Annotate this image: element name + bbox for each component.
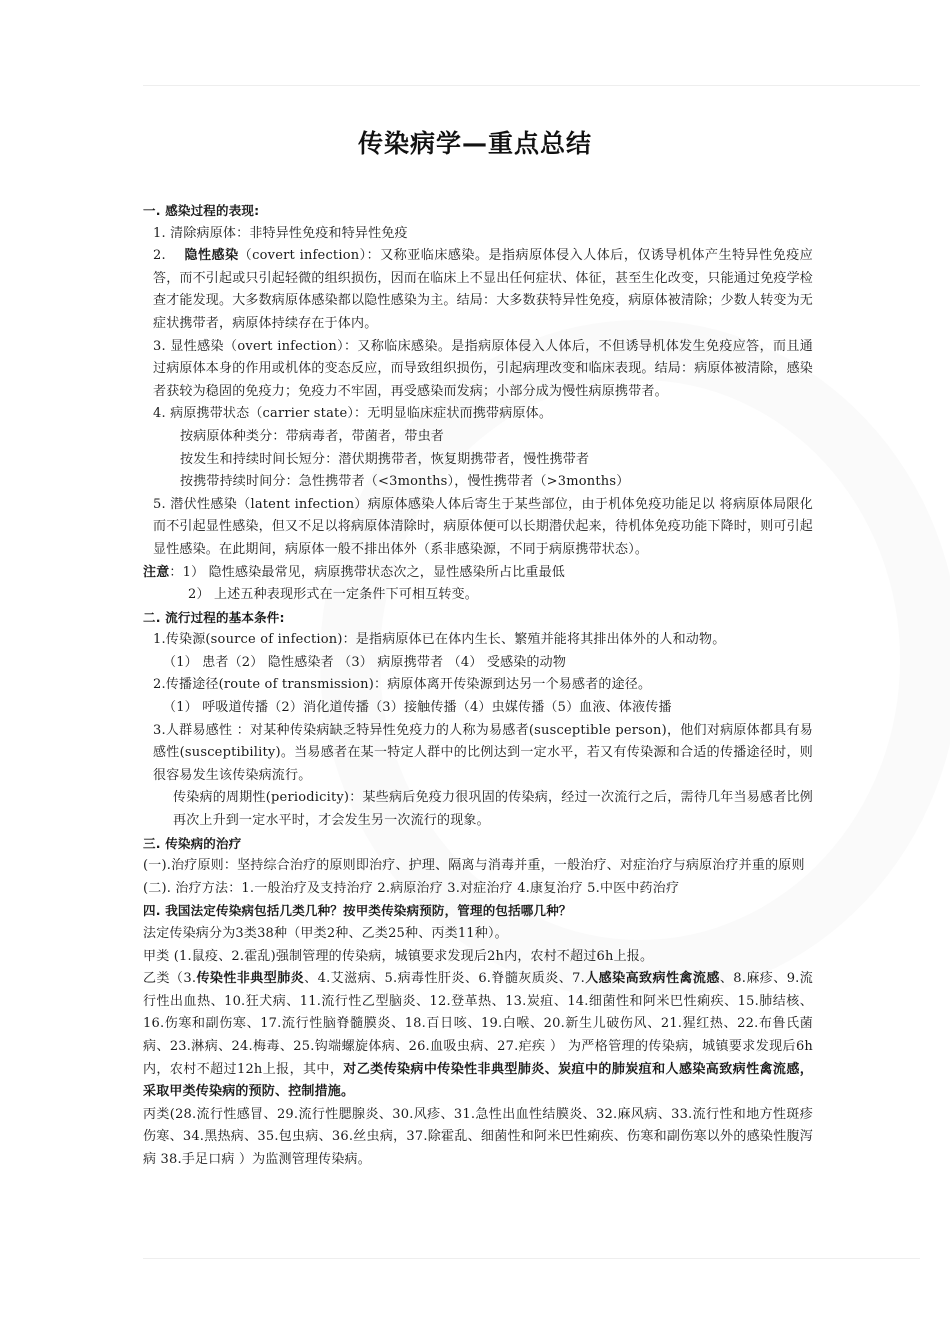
note: 2） 上述五种表现形式在一定条件下可相互转变。 xyxy=(188,587,479,603)
section-1-heading: 一. 感染过程的表现: xyxy=(143,203,260,218)
paragraph: 1. 清除病原体：非特异性免疫和特异性免疫 xyxy=(153,225,408,241)
sub-item: （1） 呼吸道传播（2）消化道传播（3）接触传播（4）虫媒传播（5）血液、体液传播 xyxy=(163,700,672,716)
paragraph: 法定传染病分为3类38种（甲类2种、乙类25种、丙类11种）。 xyxy=(143,926,508,941)
top-rule xyxy=(143,85,920,86)
sub-item: 按病原体种类分：带病毒者，带菌者，带虫者 xyxy=(180,428,445,444)
term-bold: 传染性非典型肺炎 xyxy=(196,971,305,987)
paragraph: (二). 治疗方法：1.一般治疗及支持治疗 2.病原治疗 3.对症治疗 4.康复治疗 5.中医中药治疗 xyxy=(143,880,680,896)
note-text: ：1） 隐性感染最常见，病原携带状态次之，显性感染所占比重最低 xyxy=(169,564,566,580)
paragraph-text: （covert infection）：又称亚临床感染。是指病原体侵入人体后，仅诱导机体产生特异性免疫应答，而不引起或只引起轻微的组织损伤，因而在临床上不显出任何症状、体征，甚至生化改变，只能通过免疫学检查才能发现。大多数病原体感染都以隐性感染为主。结局：大多数获特异性免疫，病原体被清除；少数人转变为无症状携带者，病原体持续存在于体内。 xyxy=(153,248,814,331)
paragraph: 甲类 (1.鼠疫、2.霍乱)强制管理的传染病，城镇要求发现后2h内，农村不超过6h上报。 xyxy=(143,948,654,964)
paragraph: (一).治疗原则：坚持综合治疗的原则即治疗、护理、隔离与消毒并重，一般治疗、对症治疗与病原治疗并重的原则 xyxy=(143,858,805,874)
paragraph xyxy=(143,245,813,335)
note-label: 注意 xyxy=(143,564,170,580)
paragraph: 1.传染源(source of infection)：是指病原体已在体内生长、繁殖并能将其排出体外的人和动物。 xyxy=(153,632,726,648)
section-2-heading: 二. 流行过程的基本条件: xyxy=(143,609,285,625)
paragraph-text: 乙类（3. xyxy=(143,971,197,987)
paragraph: 传染病的周期性(periodicity)：某些病后免疫力很巩固的传染病，经过一次流行之后，需待几年当易感者比例再次上升到一定水平时，才会发生另一次流行的现象。 xyxy=(173,790,813,829)
paragraph xyxy=(143,968,813,1104)
section-3-heading: 三. 传染病的治疗 xyxy=(143,835,242,851)
paragraph: 3. 显性感染（overt infection）：又称临床感染。是指病原体侵入人体后，不但诱导机体发生免疫应答，而且通过病原体本身的作用或机体的变态反应，而导致组织损伤，引起病理改变和临床表现。结局：病原体被清除，感染者获较为稳固的免疫力；免疫力不牢固，再受感染而发病；小部分成为慢性病原携带者。 xyxy=(153,338,814,399)
bottom-rule xyxy=(143,1258,920,1259)
document-body xyxy=(143,200,813,1172)
sub-item: 按发生和持续时间长短分：潜伏期携带者，恢复期携带者，慢性携带者 xyxy=(180,451,590,467)
paragraph-number: 2. xyxy=(153,248,166,264)
paragraph-text: 、4.艾滋病、5.病毒性肝炎、6.脊髓灰质炎、7. xyxy=(304,971,585,987)
paragraph: 5. 潜伏性感染（latent infection）病原体感染人体后寄生于某些部位，由于机体免疫功能足以 将病原体局限化而不引起显性感染，但又不足以将病原体清除时，病原体便可以长期潜伏起来，待机体免疫功能下降时，则可引起显性感染。在此期间，病原体一般不排出体外（系非感染源，不同于病原携带状态）。 xyxy=(153,496,814,557)
section-4-heading: 四. 我国法定传染病包括几类几种？按甲类传染病预防，管理的包括哪几种？ xyxy=(143,903,572,919)
sub-item: （1） 患者（2） 隐性感染者 （3） 病原携带者 （4） 受感染的动物 xyxy=(163,654,567,670)
paragraph: 4. 病原携带状态（carrier state）：无明显临床症状而携带病原体。 xyxy=(153,406,553,422)
paragraph: 2.传播途径(route of transmission)：病原体离开传染源到达另一个易感者的途径。 xyxy=(153,677,652,693)
term-bold: 对乙类传染病中传染性非典型肺炎、炭疽中的肺炭疽和人感染高致病性禽流感，采取甲类传染病的预防、控制措施。 xyxy=(143,1061,813,1100)
term-bold: 隐性感染 xyxy=(184,248,239,264)
sub-item: 按携带持续时间分：急性携带者（<3months），慢性携带者（>3months） xyxy=(180,474,630,490)
term-bold: 人感染高致病性禽流感 xyxy=(584,971,720,987)
paragraph: 3.人群易感性 ：对某种传染病缺乏特异性免疫力的人称为易感者(susceptible person)，他们对病原体都具有易感性(susceptibility)。当易感者在某一特定人群中的比例达到一定水平，若又有传染源和合适的传播途径时，则很容易发生该传染病流行。 xyxy=(153,722,813,783)
paragraph: 丙类(28.流行性感冒、29.流行性腮腺炎、30.风疹、31.急性出血性结膜炎、32.麻风病、33.流行性和地方性斑疹伤寒、34.黑热病、35.包虫病、36.丝虫病，37.除霍乱、细菌性和阿米巴性痢疾、伤寒和副伤寒以外的感染性腹泻病 38.手足口病 ）为监测管理传染病。 xyxy=(143,1106,813,1167)
note xyxy=(143,562,813,585)
paragraph-text: 、8.麻疹、9.流行性出血热、10.狂犬病、11.流行性乙型脑炎、12.登革热、13.炭疽、14.细菌性和阿米巴性痢疾、15.肺结核、16.伤寒和副伤寒、17.流行性脑脊髓膜炎、18.百日咳、19.白喉、20.新生儿破伤风、21.猩红热、22.布鲁氏菌病、23.淋病、24.梅毒、25.钩端螺旋体病、26.血吸虫病、27.疟疾 ） 为严格管理的传染病，城镇要求发现后6h内，农村不超过12h上报，其中， xyxy=(143,971,813,1077)
page-title: 传染病学—重点总结 xyxy=(357,129,592,158)
